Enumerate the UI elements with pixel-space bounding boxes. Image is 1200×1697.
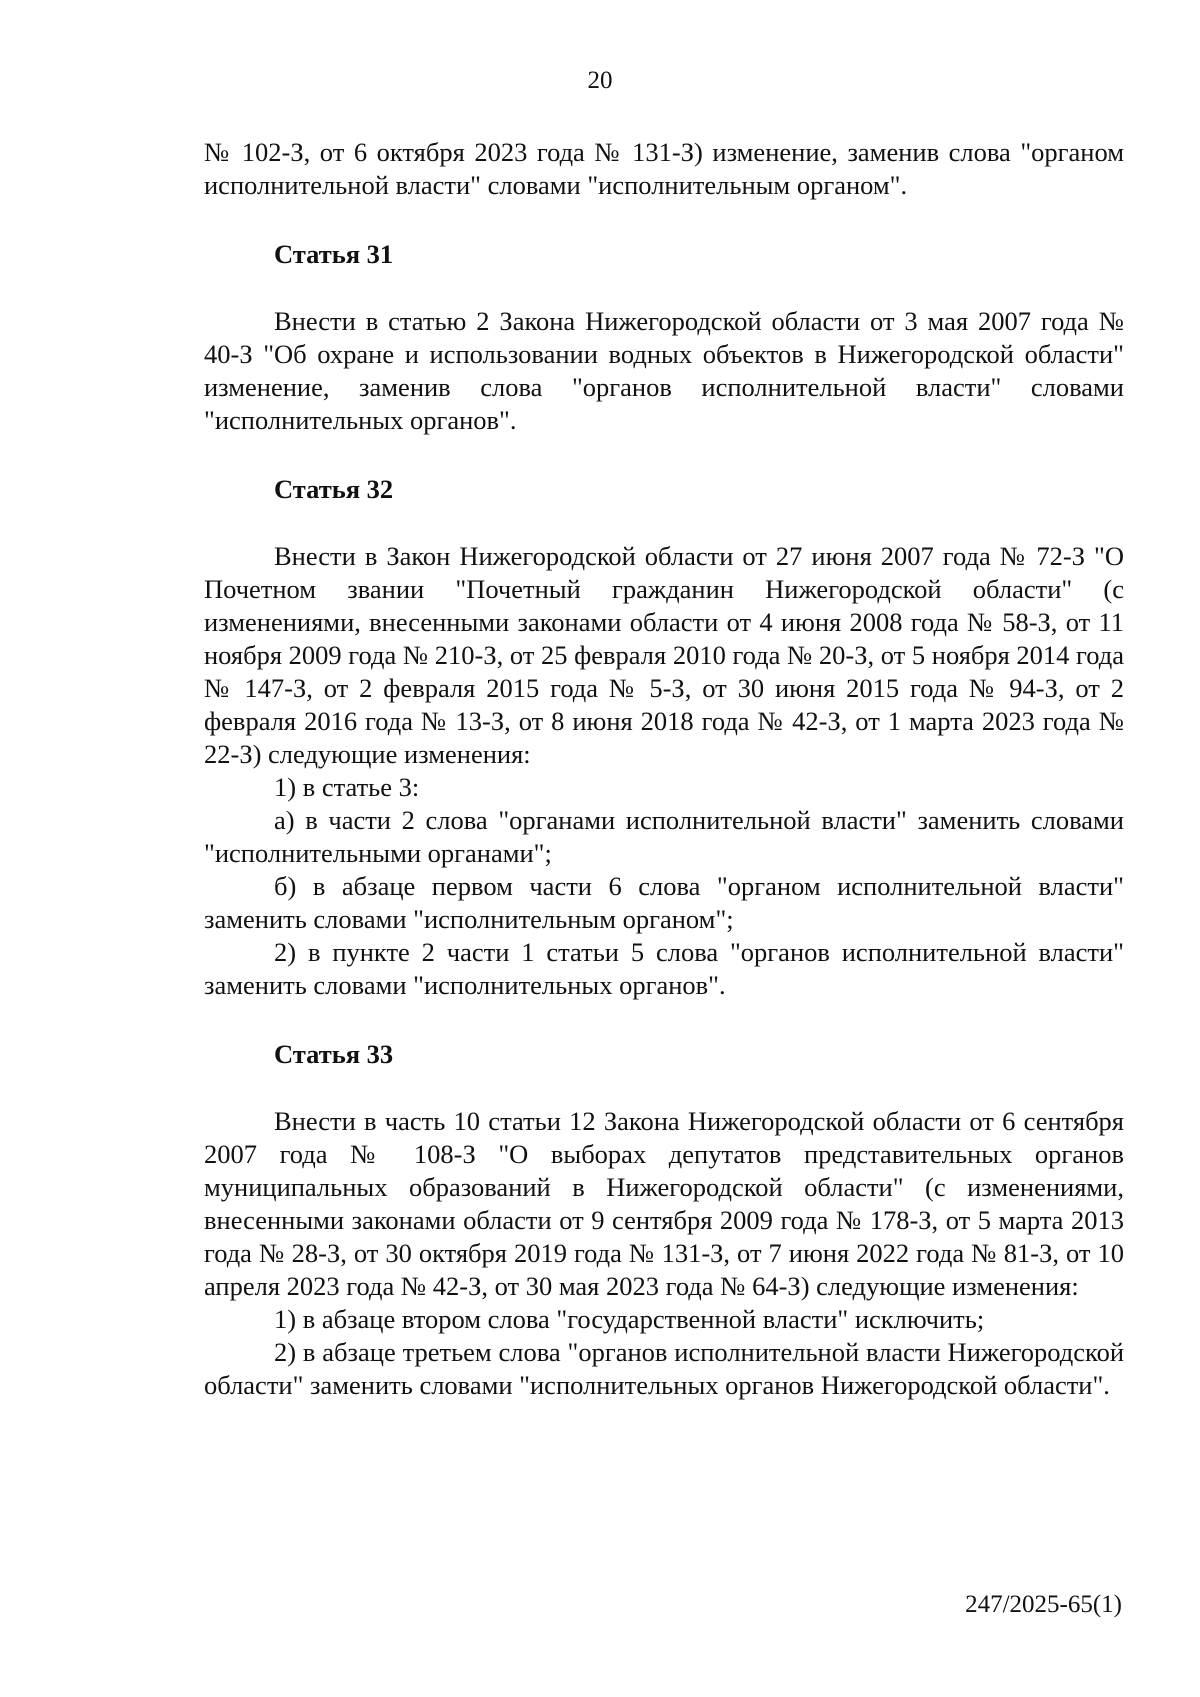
paragraph-continuation: № 102-З, от 6 октября 2023 года № 131-З) изменение, заменив слова "органом исполнительной власти" словами "исполнительным органом". [204,137,1124,200]
article-31-text: Внести в статью 2 Закона Нижегородской области от 3 мая 2007 года № 40-З "Об охране и использовании водных объектов в Нижегородской области" изменение, заменив слова "органов исполнительной власти" словами "исполнительных органов". [204,306,1124,435]
article-33-heading: Статья 33 [274,1039,394,1069]
document-code: 247/2025-65(1) [965,1591,1122,1618]
article-33-text: Внести в часть 10 статьи 12 Закона Нижегородской области от 6 сентября 2007 года № 108-З "О выборах депутатов представительных органов муниципальных образований в Нижегородской области" (с изменениями, внесенными законами области от 9 сентября 2009 года № 178-З, от 5 марта 2013 года № 28-З, от 30 октября 2019 года № 131-З, от 7 июня 2022 года № 81-З, от 10 апреля 2023 года № 42-З, от 30 мая 2023 года № 64-З) следующие изменения: [204,1106,1124,1301]
article-32-item-2: 2) в пункте 2 части 1 статьи 5 слова "органов исполнительной власти" заменить словами "исполнительных органов". [204,937,1124,1000]
article-32-item-1: 1) в статье 3: [274,772,420,802]
article-32-item-1a: а) в части 2 слова "органами исполнительной власти" заменить словами "исполнительными органами"; [204,805,1124,868]
article-32-text: Внести в Закон Нижегородской области от 27 июня 2007 года № 72-З "О Почетном звании "Почетный гражданин Нижегородской области" (с изменениями, внесенными законами области от 4 июня 2008 года № 58-З, от 11 ноября 2009 года № 210-З, от 25 февраля 2010 года № 20-З, от 5 ноября 2014 года № 147-З, от 2 февраля 2015 года № 5-З, от 30 июня 2015 года № 94-З, от 2 февраля 2016 года № 13-З, от 8 июня 2018 года № 42-З, от 1 марта 2023 года № 22-З) следующие изменения: [204,541,1124,769]
article-33-item-1: 1) в абзаце втором слова "государственной власти" исключить; [274,1304,985,1334]
article-32-item-1b: б) в абзаце первом части 6 слова "органом исполнительной власти" заменить словами "исполнительным органом"; [204,871,1124,934]
document-body [204,136,1124,1402]
page-number: 20 [587,67,613,94]
article-32-heading: Статья 32 [274,474,394,504]
article-31-heading: Статья 31 [274,239,394,269]
article-33-item-2: 2) в абзаце третьем слова "органов исполнительной власти Нижегородской области" заменить словами "исполнительных органов Нижегородской области". [204,1337,1124,1400]
